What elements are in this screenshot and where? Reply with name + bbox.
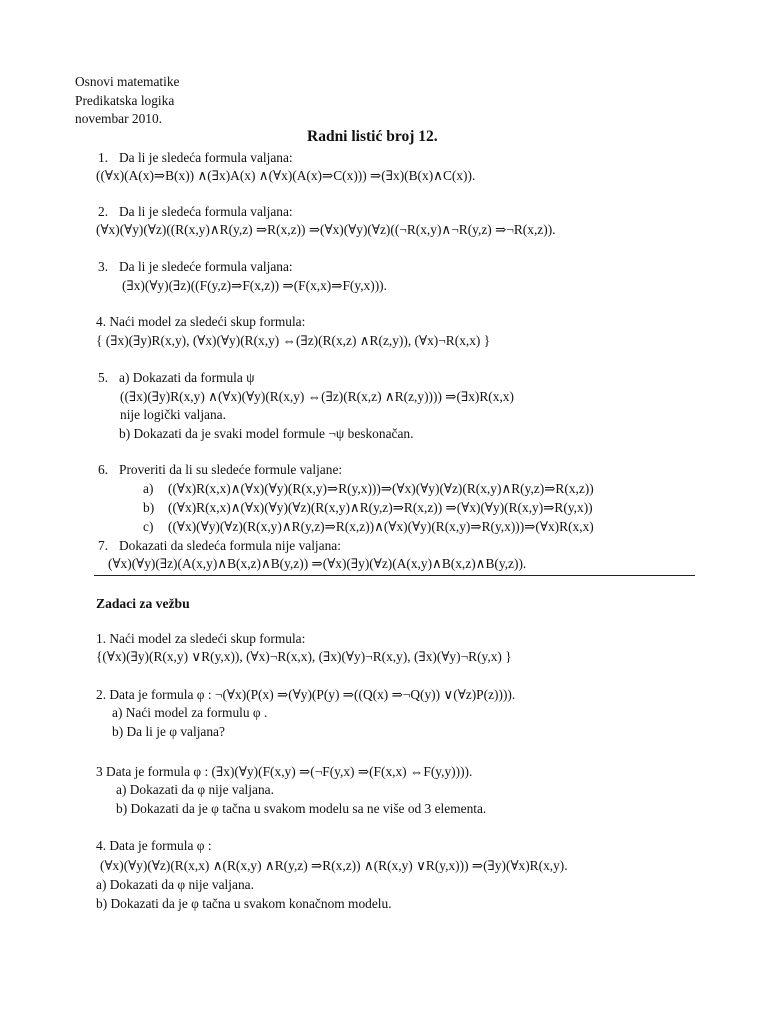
- exercises-heading: Zadaci za vežbu: [96, 596, 190, 611]
- problem-1-question: Da li je sledeća formula valjana:: [119, 150, 293, 165]
- problem-7-number: 7.: [98, 538, 109, 553]
- problem-4-formula: { (∃x)(∃y)R(x,y), (∀x)(∀y)(R(x,y) ⇔(∃z)(R(x,z) ∧R(z,y)), (∀x)¬R(x,x) }: [96, 333, 491, 348]
- problem-6c-label: c): [143, 519, 154, 534]
- exercise-4-intro: 4. Data je formula φ :: [96, 838, 212, 853]
- section-divider: [94, 575, 695, 576]
- problem-6-question: Proveriti da li su sledeće formule valjane:: [119, 462, 343, 477]
- exercise-4-formula: (∀x)(∀y)(∀z)(R(x,x) ∧(R(x,y) ∧R(y,z) ⇒R(x,z)) ∧(R(x,y) ∨R(y,x))) ⇒(∃y)(∀x)R(x,y).: [100, 858, 568, 873]
- problem-3-number: 3.: [98, 259, 109, 274]
- problem-5-note: nije logički valjana.: [120, 407, 226, 422]
- exercise-4-part-a: a) Dokazati da φ nije valjana.: [96, 877, 254, 892]
- problem-7-question: Dokazati da sledeća formula nije valjana:: [119, 538, 341, 553]
- problem-3-question: Da li je sledeće formula valjana:: [119, 259, 293, 274]
- problem-6-number: 6.: [98, 462, 109, 477]
- exercise-3-part-b: b) Dokazati da je φ tačna u svakom modelu sa ne više od 3 elementa.: [116, 801, 487, 816]
- problem-1-number: 1.: [98, 150, 109, 165]
- problem-6b-label: b): [143, 500, 155, 515]
- problem-5-formula: ((∃x)(∃y)R(x,y) ∧(∀x)(∀y)(R(x,y) ⇔(∃z)(R(x,z) ∧R(z,y)))) ⇒(∃x)R(x,x): [120, 389, 514, 404]
- problem-6a-formula: ((∀x)R(x,x)∧(∀x)(∀y)(R(x,y)⇒R(y,x)))⇒(∀x)(∀y)(∀z)(R(x,y)∧R(y,z)⇒R(x,z)): [168, 481, 594, 496]
- problem-2-number: 2.: [98, 204, 109, 219]
- problem-1-formula: ((∀x)(A(x)⇒B(x)) ∧(∃x)A(x) ∧(∀x)(A(x)⇒C(x))) ⇒(∃x)(B(x)∧C(x)).: [96, 168, 476, 183]
- problem-3-formula: (∃x)(∀y)(∃z)((F(y,z)⇒F(x,z)) ⇒(F(x,x)⇒F(y,x))).: [122, 278, 387, 293]
- problem-5-number: 5.: [98, 370, 109, 385]
- problem-5-part-a: a) Dokazati da formula ψ: [119, 370, 255, 385]
- exercise-2-intro: 2. Data je formula φ : ¬(∀x)(P(x) ⇒(∀y)(P(y) ⇒((Q(x) ⇒¬Q(y)) ∨(∀z)P(z)))).: [96, 687, 516, 702]
- exercise-1-question: 1. Naći model za sledeći skup formula:: [96, 631, 306, 646]
- problem-2-question: Da li je sledeća formula valjana:: [119, 204, 293, 219]
- date: novembar 2010.: [75, 111, 163, 126]
- exercise-3-intro: 3 Data je formula φ : (∃x)(∀y)(F(x,y) ⇒(¬F(y,x) ⇒(F(x,x) ⇔F(y,y)))).: [96, 764, 473, 779]
- exercise-1-formula: {(∀x)(∃y)(R(x,y) ∨R(y,x)), (∀x)¬R(x,x), (∃x)(∀y)¬R(x,y), (∃x)(∀y)¬R(y,x) }: [96, 649, 512, 664]
- exercise-2-part-a: a) Naći model za formulu φ .: [112, 705, 268, 720]
- problem-4-question: 4. Naći model za sledeći skup formula:: [96, 314, 306, 329]
- topic-name: Predikatska logika: [75, 93, 175, 108]
- problem-6a-label: a): [143, 481, 154, 496]
- problem-6b-formula: ((∀x)R(x,x)∧(∀x)(∀y)(∀z)(R(x,y)∧R(y,z)⇒R(x,z)) ⇒(∀x)(∀y)(R(x,y)⇒R(y,x)): [168, 500, 593, 515]
- course-name: Osnovi matematike: [75, 74, 180, 89]
- problem-2-formula: (∀x)(∀y)(∀z)((R(x,y)∧R(y,z) ⇒R(x,z)) ⇒(∀x)(∀y)(∀z)((¬R(x,y)∧¬R(y,z) ⇒¬R(x,z)).: [96, 222, 556, 237]
- problem-7-formula: (∀x)(∀y)(∃z)(A(x,y)∧B(x,z)∧B(y,z)) ⇒(∀x)(∃y)(∀z)(A(x,y)∧B(x,z)∧B(y,z)).: [108, 556, 527, 571]
- exercise-3-part-a: a) Dokazati da φ nije valjana.: [116, 782, 274, 797]
- problem-6c-formula: ((∀x)(∀y)(∀z)(R(x,y)∧R(y,z)⇒R(x,z))∧(∀x)(∀y)(R(x,y)⇒R(y,x)))⇒(∀x)R(x,x): [168, 519, 594, 534]
- exercise-2-part-b: b) Da li je φ valjana?: [112, 724, 225, 739]
- problem-5-part-b: b) Dokazati da je svaki model formule ¬ψ beskonačan.: [119, 426, 414, 441]
- page-title: Radni listić broj 12.: [307, 128, 438, 145]
- exercise-4-part-b: b) Dokazati da je φ tačna u svakom konačnom modelu.: [96, 896, 392, 911]
